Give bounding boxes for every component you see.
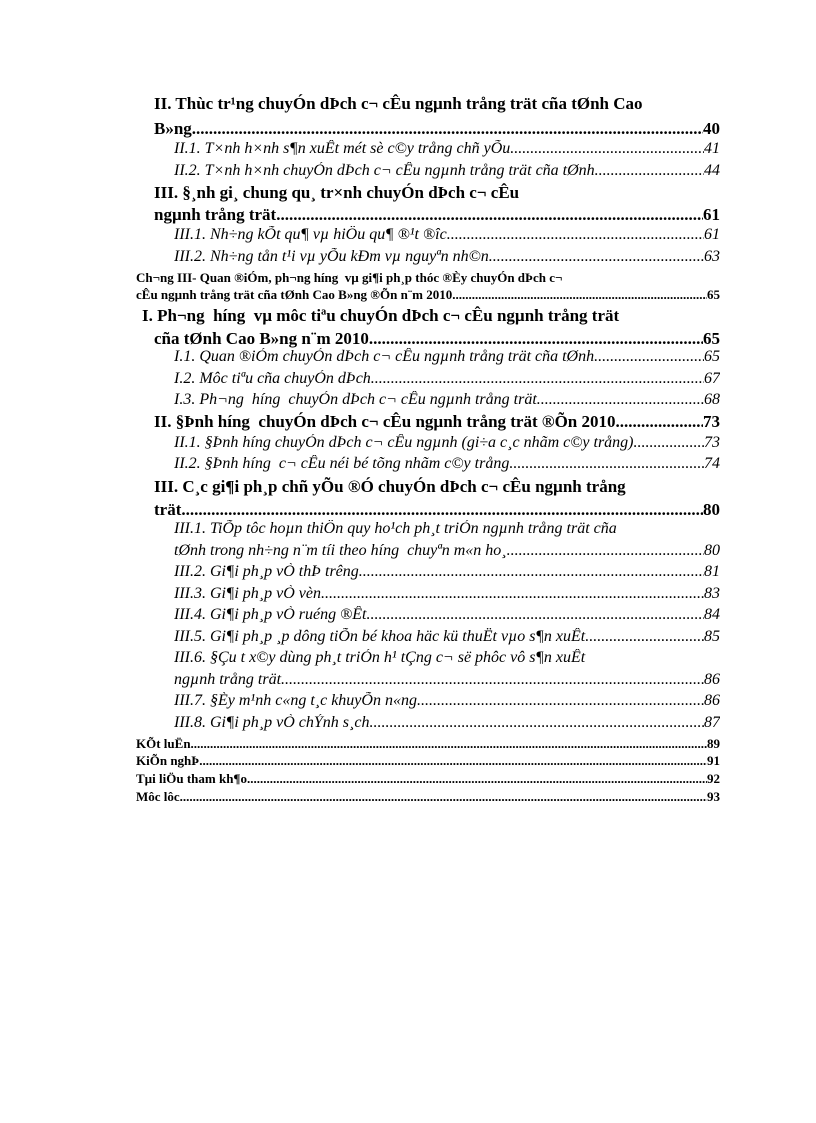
toc-entry-label: Ch¬ng III- Quan ®iÓm, ph¬ng híng vµ gi¶i ph¸p thóc ®Èy chuyÓn dÞch c¬ — [136, 270, 563, 285]
dot-leader — [541, 391, 704, 409]
toc-entry-label: II.1. T×nh h×nh s¶n xuÊt mét sè c©y trång chñ yÕu — [174, 140, 511, 157]
toc-entry-page: 73 — [703, 412, 720, 431]
toc-entry — [174, 692, 720, 712]
toc-entry-label: cña tØnh Cao B»ng n¨m 2010. — [154, 329, 374, 348]
toc-entry-page: 65 — [707, 287, 720, 302]
toc-entry-label: B»ng. — [154, 119, 197, 138]
toc-entry — [174, 628, 720, 648]
toc-entry-label: III.4. Gi¶i ph¸p vÒ ruéng ®Êt. — [174, 606, 371, 623]
dot-leader — [493, 248, 704, 266]
toc-entry-label: III.2. Gi¶i ph¸p vÒ thÞ trêng. — [174, 563, 363, 580]
dot-leader — [595, 162, 704, 180]
toc-entry-page: 63 — [704, 248, 720, 265]
toc-entry — [174, 140, 720, 160]
dot-leader — [373, 714, 704, 732]
toc-entry — [136, 789, 720, 805]
toc-entry-page: 80 — [704, 542, 720, 559]
toc-entry-label: ngµnh trång trät. — [174, 671, 286, 688]
toc-entry-label: Tµi liÖu tham kh¶o — [136, 771, 247, 786]
toc-entry-page: 68 — [704, 391, 720, 408]
toc-entry-page: 65 — [704, 348, 720, 365]
dot-leader — [373, 329, 703, 349]
toc-entry — [154, 477, 714, 499]
toc-entry-label: III. C¸c gi¶i ph¸p chñ yÕu ®Ó chuyÓn dÞch c¬ cÊu ngµnh trång — [154, 477, 626, 496]
dot-leader — [371, 370, 704, 388]
toc-entry — [174, 671, 720, 691]
toc-entry-label: tØnh trong nh÷ng n¨m tíi theo híng chuyªn m«n ho¸. — [174, 542, 511, 559]
toc-entry-page: 89 — [707, 736, 720, 751]
toc-entry-label: III.5. Gi¶i ph¸p ¸p dông tiÕn bé khoa häc kü thuËt vµo s¶n xuÊt. — [174, 628, 590, 645]
toc-entry-page: 73 — [704, 434, 720, 451]
toc-entry-page: 80 — [703, 500, 720, 519]
dot-leader — [509, 455, 704, 473]
toc-entry — [136, 771, 720, 787]
toc-entry-page: 61 — [704, 226, 720, 243]
toc-entry-page: 83 — [704, 585, 720, 602]
toc-entry-label: KÕt luËn — [136, 736, 191, 751]
toc-entry — [174, 162, 720, 182]
toc-entry — [154, 94, 714, 116]
toc-entry-page: 87 — [704, 714, 720, 731]
toc-entry — [174, 563, 720, 583]
toc-entry-label: III.1. Nh÷ng kÕt qu¶ vµ hiÖu qu¶ ®¹t ®îc. — [174, 226, 451, 243]
toc-entry-page: 92 — [707, 771, 720, 786]
toc-entry — [154, 119, 720, 141]
toc-entry — [154, 412, 720, 434]
toc-entry-label: II.2. T×nh h×nh chuyÓn dÞch c¬ cÊu ngµnh trång trät cña tØnh — [174, 162, 595, 179]
toc-entry-label: III. §¸nh gi¸ chung qu¸ tr×nh chuyÓn dÞch c¬ cÊu — [154, 183, 520, 202]
dot-leader — [247, 771, 707, 787]
toc-entry — [174, 248, 720, 268]
toc-entry-label: trät. — [154, 500, 186, 519]
toc-entry-label: cÊu ngµnh trång trät cña tØnh Cao B»ng ®Õn n¨m 2010. — [136, 287, 456, 302]
toc-entry-label: KiÕn nghÞ — [136, 753, 200, 768]
toc-entry-label: III.7. §Èy m¹nh c«ng t¸c khuyÕn n«ng. — [174, 692, 421, 709]
toc-entry-label: II. §Þnh híng chuyÓn dÞch c¬ cÊu ngµnh trång trät ®Õn 2010 — [154, 412, 616, 431]
toc-entry-label: I.1. Quan ®iÓm chuyÓn dÞch c¬ cÊu ngµnh trång trät cña tØnh — [174, 348, 595, 365]
toc-entry-page: 41 — [704, 140, 720, 157]
toc-entry — [142, 306, 712, 328]
toc-entry-label: III.1. TiÕp tôc hoµn thiÖn quy ho¹ch ph¸t triÓn ngµnh trång trät cña — [174, 520, 617, 537]
toc-entry-page: 84 — [704, 606, 720, 623]
dot-leader — [199, 753, 707, 769]
toc-entry — [136, 753, 720, 769]
dot-leader — [638, 434, 705, 452]
toc-entry — [174, 348, 720, 368]
toc-entry — [174, 714, 720, 734]
toc-entry — [174, 455, 720, 475]
dot-leader — [196, 119, 703, 139]
toc-entry — [174, 434, 720, 454]
toc-entry — [154, 183, 714, 205]
toc-entry — [174, 649, 720, 669]
toc-entry-page: 44 — [704, 162, 720, 179]
toc-entry-page: 93 — [707, 789, 720, 804]
toc-entry — [136, 736, 720, 752]
dot-leader — [325, 585, 704, 603]
toc-entry-label: I. Ph¬ng híng vµ môc tiªu chuyÓn dÞch c¬ cÊu ngµnh trång trät — [142, 306, 620, 325]
toc-entry — [136, 287, 720, 303]
toc-entry-label: III.3. Gi¶i ph¸p vÒ vèn. — [174, 585, 325, 602]
toc-entry-label: III.8. Gi¶i ph¸p vÒ chÝnh s¸ch. — [174, 714, 374, 731]
dot-leader — [191, 736, 707, 752]
dot-leader — [363, 563, 704, 581]
toc-entry-page: 81 — [704, 563, 720, 580]
dot-leader — [510, 140, 704, 158]
dot-leader — [285, 671, 704, 689]
toc-entry — [136, 270, 706, 286]
toc-entry-page: 86 — [704, 692, 720, 709]
toc-entry-page: 65 — [703, 329, 720, 348]
toc-entry — [174, 391, 720, 411]
toc-entry-page: 91 — [707, 753, 720, 768]
toc-entry-label: II. Thùc tr¹ng chuyÓn dÞch c¬ cÊu ngµnh trång trät cña tØnh Cao — [154, 94, 643, 113]
toc-entry-label: III.6. §Çu t x©y dùng ph¸t triÓn h¹ tÇng c¬ së phôc vô s¶n xuÊt — [174, 649, 586, 666]
toc-entry — [174, 520, 720, 540]
toc-entry-label: III.2. Nh÷ng tån t¹i vµ yÕu kÐm vµ nguyªn nh©n. — [174, 248, 493, 265]
dot-leader — [616, 412, 703, 432]
toc-entry — [174, 606, 720, 626]
toc-entry-label: I.3. Ph¬ng híng chuyÓn dÞch c¬ cÊu ngµnh trång trät. — [174, 391, 541, 408]
toc-entry-label: I.2. Môc tiªu cña chuyÓn dÞch — [174, 370, 371, 387]
dot-leader — [280, 205, 703, 225]
toc-entry-page: 67 — [704, 370, 720, 387]
toc-entry-label: Môc lôc — [136, 789, 180, 804]
toc-entry — [174, 370, 720, 390]
dot-leader — [589, 628, 704, 646]
toc-entry-label: II.2. §Þnh híng c¬ cÊu néi bé tõng nhãm c©y trång — [174, 455, 510, 472]
toc-entry-label: II.1. §Þnh híng chuyÓn dÞch c¬ cÊu ngµnh (gi÷a c¸c nhãm c©y trång). — [174, 434, 638, 451]
dot-leader — [594, 348, 704, 366]
toc-entry-page: 40 — [703, 119, 720, 138]
toc-entry-page: 85 — [704, 628, 720, 645]
toc-entry — [174, 542, 720, 562]
dot-leader — [421, 692, 704, 710]
toc-entry — [154, 500, 720, 522]
dot-leader — [511, 542, 704, 560]
toc-entry — [174, 226, 720, 246]
dot-leader — [186, 500, 703, 520]
toc-entry-page: 86 — [704, 671, 720, 688]
dot-leader — [456, 287, 708, 303]
dot-leader — [180, 789, 707, 805]
toc-entry-page: 61 — [703, 205, 720, 224]
dot-leader — [451, 226, 704, 244]
toc-entry-label: ngµnh trång trät. — [154, 205, 281, 224]
toc-entry — [154, 205, 720, 227]
toc-entry — [174, 585, 720, 605]
dot-leader — [370, 606, 704, 624]
toc-entry-page: 74 — [704, 455, 720, 472]
